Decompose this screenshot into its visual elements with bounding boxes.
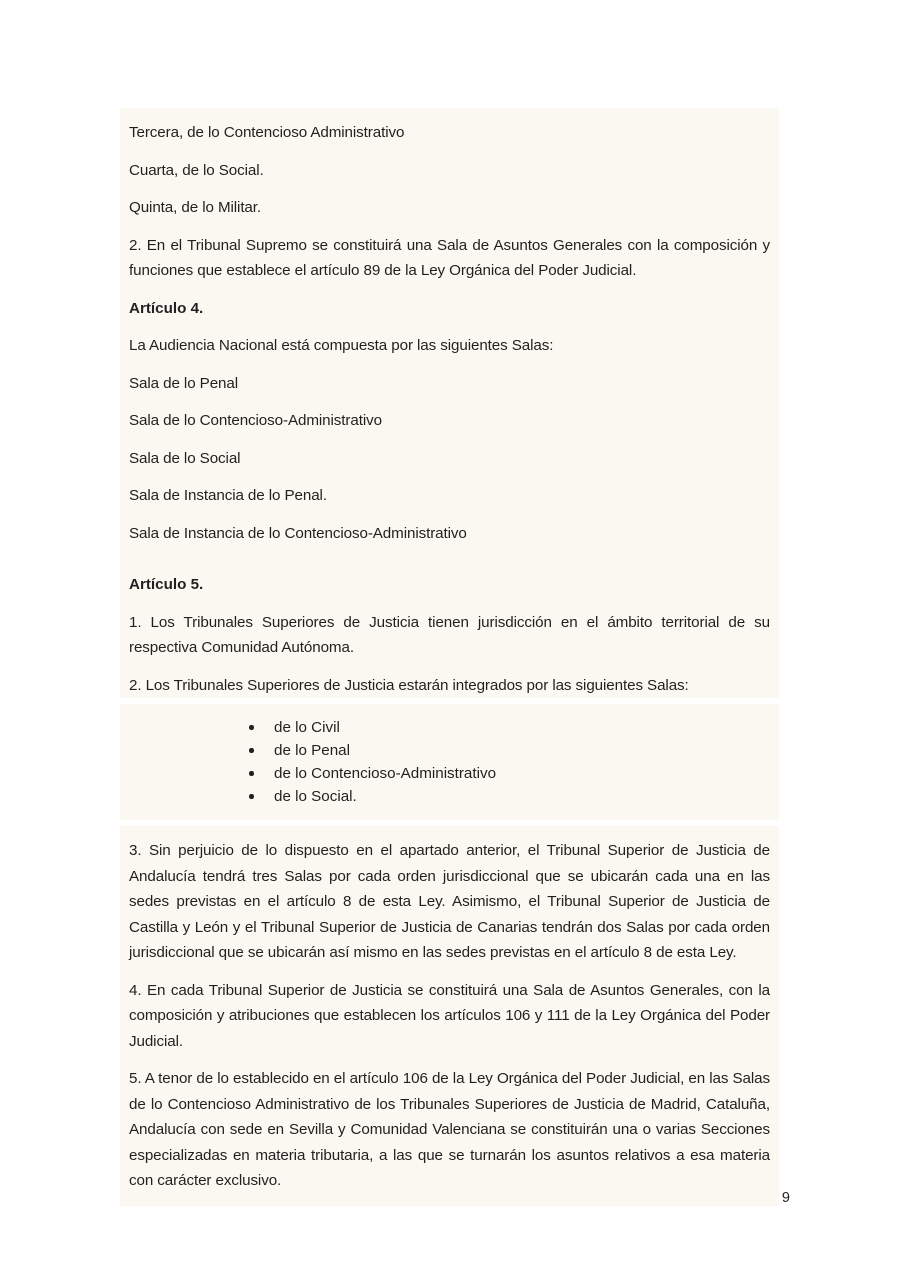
spacer (129, 826, 770, 838)
salas-bullet-list (129, 716, 770, 808)
text-column (129, 108, 770, 1206)
spacer (129, 598, 770, 610)
bullet-point-icon (249, 794, 254, 799)
list-item (129, 762, 770, 785)
heading-articulo-4: Artículo 4. (129, 299, 204, 317)
heading-articulo-5: Artículo 5. (129, 576, 204, 593)
spacer (129, 434, 770, 446)
list-item-label: de lo Social. (274, 788, 357, 805)
paragraph-sala-penal: Sala de lo Penal (129, 374, 239, 392)
list-item-label: de lo Civil (274, 719, 340, 736)
spacer (129, 284, 770, 296)
paragraph-articulo-5-apartado-5: 5. A tenor de lo establecido en el artículo 106 de la Ley Orgánica del Poder Judicial, en las Salas de lo Contencioso Administrativo de los Tribunales Superiores de Justicia de Madrid, Cataluña, Andalucía con sede en Sevilla y Comunidad Valenciana se constituirán una o varias Secciones especializadas en materia tributaria, a las que se turnarán los asuntos relativos a esa materia con carácter exclusivo. (129, 1070, 770, 1189)
paragraph-articulo-5-apartado-2: 2. Los Tribunales Superiores de Justicia estarán integrados por las siguientes Salas: (129, 676, 689, 694)
paragraph-sala-quinta: Quinta, de lo Militar. (129, 199, 262, 216)
spacer-before-articulo-5 (129, 546, 770, 572)
list-item-label: de lo Penal (274, 742, 350, 759)
spacer (129, 146, 770, 158)
paragraph-sala-instancia-penal: Sala de Instancia de lo Penal. (129, 487, 327, 504)
spacer (129, 396, 770, 408)
bullet-point-icon (249, 748, 254, 753)
paragraph-audiencia-nacional: La Audiencia Nacional está compuesta por las siguientes Salas: (129, 337, 554, 354)
spacer (129, 183, 770, 195)
spacer (129, 661, 770, 673)
paragraph-articulo-5-apartado-4: 4. En cada Tribunal Superior de Justicia se constituirá una Sala de Asuntos Generales, con la composición y atribuciones que establecen los artículos 106 y 111 de la Ley Orgánica del Poder Judicial. (129, 981, 770, 1050)
spacer (129, 808, 770, 820)
list-item (129, 739, 770, 762)
paragraph-articulo-5-apartado-3: 3. Sin perjuicio de lo dispuesto en el apartado anterior, el Tribunal Superior de Justicia de Andalucía tendrá tres Salas por cada orden jurisdiccional que se ubicarán cada una en las sedes previstas en el artículo 8 de esta Ley. Asimismo, el Tribunal Superior de Justicia de Castilla y León y el Tribunal Superior de Justicia de Canarias tendrán dos Salas por cada orden jurisdiccional que se ubicarán así mismo en las sedes previstas en el artículo 8 de esta Ley. (129, 842, 770, 961)
paragraph-sala-instancia-contencioso: Sala de Instancia de lo Contencioso-Administrativo (129, 524, 467, 542)
spacer (129, 509, 770, 521)
spacer (129, 471, 770, 483)
spacer (129, 704, 770, 716)
list-item (129, 716, 770, 739)
list-item (129, 785, 770, 808)
top-spacer (129, 108, 770, 120)
spacer (129, 221, 770, 233)
spacer (129, 321, 770, 333)
content-block (120, 108, 779, 1206)
bullet-point-icon (249, 771, 254, 776)
spacer (129, 1054, 770, 1066)
paragraph-articulo-3-apartado-2: 2. En el Tribunal Supremo se constituirá una Sala de Asuntos Generales con la composición y funciones que establece el artículo 89 de la Ley Orgánica del Poder Judicial. (129, 236, 770, 279)
paragraph-sala-social: Sala de lo Social (129, 449, 241, 467)
spacer (129, 966, 770, 978)
paragraph-sala-tercera: Tercera, de lo Contencioso Administrativo (129, 124, 405, 141)
spacer (129, 359, 770, 371)
bullet-point-icon (249, 725, 254, 730)
paragraph-sala-cuarta: Cuarta, de lo Social. (129, 161, 264, 179)
paragraph-sala-contencioso-administrativo: Sala de lo Contencioso-Administrativo (129, 412, 382, 429)
list-item-label: de lo Contencioso-Administrativo (274, 765, 497, 782)
page-number: 9 (781, 1190, 790, 1206)
paragraph-articulo-5-apartado-1: 1. Los Tribunales Superiores de Justicia tienen jurisdicción en el ámbito territorial de su respectiva Comunidad Autónoma. (129, 613, 770, 656)
